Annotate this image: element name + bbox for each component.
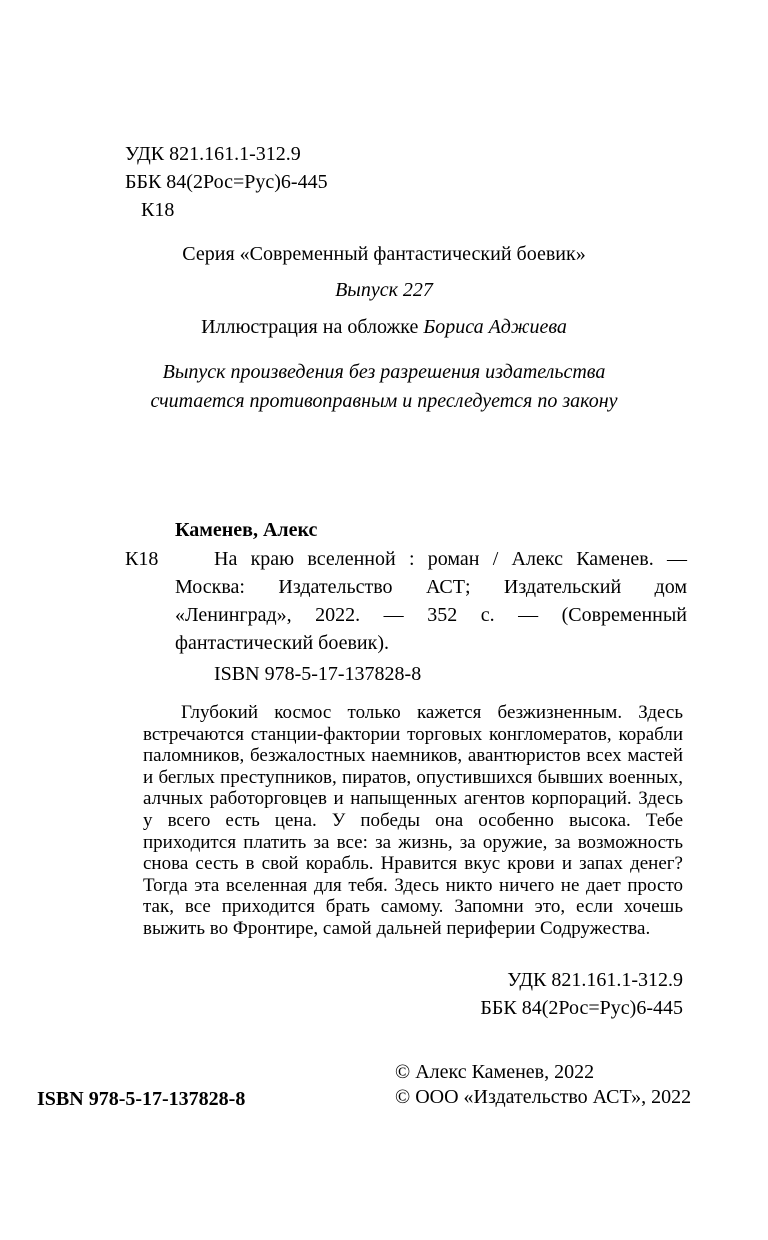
bbk-code-top: ББК 84(2Рос=Рус)6-445: [125, 171, 328, 193]
entry-code: К18: [125, 548, 159, 570]
copyright-publisher: © ООО «Издательство АСТ», 2022: [395, 1086, 692, 1108]
isbn-middle: ISBN 978-5-17-137828-8: [214, 663, 422, 685]
udk-code-bottom: УДК 821.161.1-312.9: [507, 969, 683, 991]
author-name: Каменев, Алекс: [175, 519, 318, 541]
illustration-credit: [0, 313, 768, 341]
isbn-bottom: ISBN 978-5-17-137828-8: [37, 1088, 246, 1110]
copyright-author: © Алекс Каменев, 2022: [395, 1061, 595, 1083]
udk-code-top: УДК 821.161.1-312.9: [125, 143, 301, 165]
annotation-text: Глубокий космос только кажется безжизненным. Здесь встречаются станции-фактории торговых конгломератов, корабли паломников, безжалостных наемников, авантюристов всех мастей и беглых преступников, пиратов, опустившихся бывших военных, алчных работорговцев и напыщенных агентов корпораций. Здесь у всего есть цена. У победы она особенно высока. Тебе приходится платить за все: за жизнь, за оружие, за возможность снова сесть в свой корабль. Нравится вкус крови и запах денег? Тогда эта вселенная для тебя. Здесь никто ничего не дает просто так, все приходится брать самому. Запомни это, если хочешь выжить во Фронтире, самой дальней периферии Содружества.: [143, 702, 683, 939]
illustration-credit-text: Иллюстрация на обложке: [201, 316, 424, 338]
legal-notice: [0, 358, 768, 416]
series-issue: Выпуск 227: [335, 279, 433, 301]
legal-notice-line1: Выпуск произведения без разрешения издательства: [162, 361, 606, 383]
bbk-code-bottom: ББК 84(2Рос=Рус)6-445: [480, 997, 683, 1019]
top-codes-block: [125, 140, 328, 224]
series-title: Серия «Современный фантастический боевик»: [182, 243, 586, 265]
illustration-artist: Бориса Аджиева: [423, 316, 567, 338]
legal-notice-line2: считается противоправным и преследуется по закону: [150, 390, 618, 412]
bottom-codes-block: [480, 966, 683, 1022]
bibliographic-description: На краю вселенной : роман / Алекс Каменев. — Москва: Издательство АСТ; Издательский дом «Ленинград», 2022. — 352 с. — (Современный фантастический боевик).: [175, 548, 687, 654]
author-sign-code: К18: [141, 199, 175, 221]
copyright-block: [395, 1060, 691, 1110]
